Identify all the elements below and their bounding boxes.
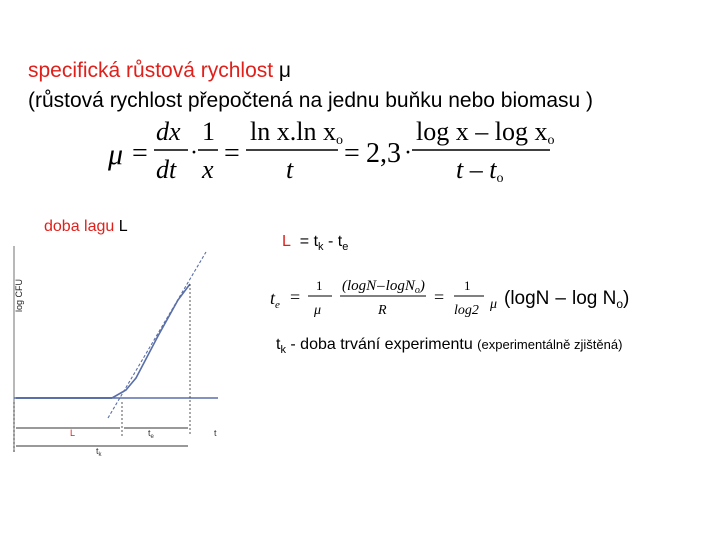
te-log2: log2 <box>454 303 479 318</box>
slide-title <box>28 56 593 116</box>
ln-numerator: ln x.ln xo <box>250 117 343 148</box>
te-one-1: 1 <box>316 278 323 293</box>
exponential-tangent <box>108 252 206 418</box>
lag-eq-L: L <box>282 233 291 250</box>
te-label: $t_e$ <box>148 428 154 440</box>
equals-te-1: = <box>290 287 301 307</box>
dot-1: · <box>190 140 198 166</box>
title-line-1 <box>28 56 593 86</box>
mu-symbol: μ <box>108 138 124 171</box>
te-numerator: (logN–logN$_o$) <box>342 278 425 296</box>
dot-2: · <box>404 140 412 166</box>
dx-text: dx <box>156 117 181 146</box>
y-axis-label: log CFU <box>14 278 24 312</box>
te-R: R <box>378 303 387 318</box>
lag-label <box>44 218 128 236</box>
title-symbol: μ <box>273 59 292 82</box>
specific-growth-rate-formula <box>104 116 564 188</box>
te-mu-1: μ <box>314 303 322 318</box>
growth-curve <box>112 284 190 398</box>
title-line-2: (růstová rychlost přepočtená na jednu buňku nebo biomasu ) <box>28 89 594 112</box>
log-numerator: log x – log xo <box>416 117 555 148</box>
one-text: 1 <box>202 117 215 146</box>
te-one-2: 1 <box>464 278 471 293</box>
equals-te-2: = <box>434 287 445 307</box>
dt-text: dt <box>156 155 177 184</box>
equals-3: = <box>344 138 360 169</box>
L-label: L <box>70 428 76 438</box>
te-formula <box>268 272 668 324</box>
t-minus-t0-denominator: t – to <box>456 155 504 186</box>
tk-definition: $t_k$ - doba trvání experimentu (experimentálně zjištěná) <box>276 336 623 357</box>
lag-label-symbol: L <box>114 218 128 235</box>
te-mu-2: μ <box>490 297 498 312</box>
t-denominator: t <box>286 155 294 184</box>
t-label: t <box>214 428 217 438</box>
coefficient: 2,3 <box>366 138 401 169</box>
equals-2: = <box>224 138 240 169</box>
te-symbol: $t_e$ <box>270 288 280 311</box>
equals-1: = <box>132 138 148 169</box>
title-term: specifická růstová rychlost <box>28 59 274 82</box>
tk-label: $t_k$ <box>96 446 102 456</box>
lag-label-red: doba lagu <box>44 218 115 235</box>
x-text: x <box>202 155 214 184</box>
te-rhs: $(\log N - \log N_o)$ <box>504 288 630 311</box>
growth-curve-graph <box>8 240 230 456</box>
lag-equation: $L = t_k - t_e$ <box>282 233 349 254</box>
